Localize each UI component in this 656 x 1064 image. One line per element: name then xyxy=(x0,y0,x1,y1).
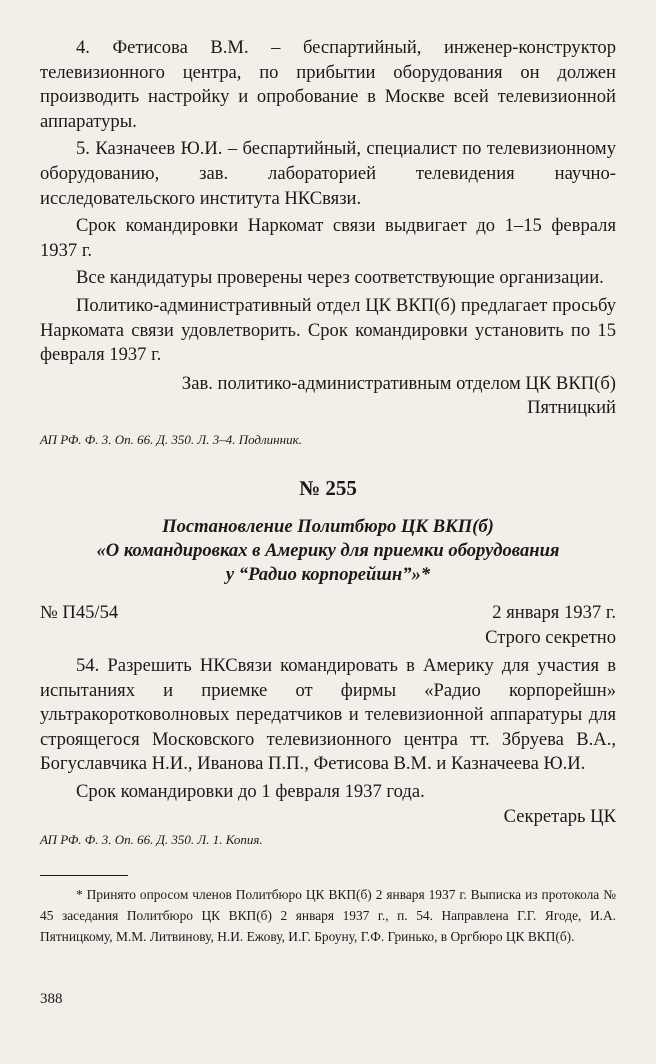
footnote-divider xyxy=(40,875,128,876)
resolution-body: 54. Разрешить НКСвязи командировать в Америку для участия в испытаниях и приемке от фирмы «Радио корпорейшн» ультракоротковолновых передатчиков и телевизионной аппаратуры для строящегося Московского телевизионного центра тт. Збруева В.А., Богуславчика Н.И., Иванова П.П., Фетисова В.М. и Казначеева Ю.И. xyxy=(40,655,616,775)
paragraph-trip-term: Срок командировки Наркомат связи выдвигает до 1–15 февраля 1937 г. xyxy=(40,215,616,261)
document-date: 2 января 1937 г. xyxy=(492,601,616,623)
signature-title: Зав. политико-административным отделом ЦК ВКП(б) xyxy=(181,372,616,394)
protocol-number: № П45/54 xyxy=(40,601,119,623)
document-title-line-1: Постановление Политбюро ЦК ВКП(б) xyxy=(162,515,494,537)
list-item-5: 5. Казначеев Ю.И. – беспартийный, специалист по телевизионному оборудованию, зав. лабораторией телевидения научно-исследовательского института НКСвязи. xyxy=(40,138,616,209)
resolution-term: Срок командировки до 1 февраля 1937 года. xyxy=(76,781,425,803)
secretary-signature: Секретарь ЦК xyxy=(503,805,616,827)
paragraph-department-proposal: Политико-административный отдел ЦК ВКП(б) предлагает просьбу Наркомата связи удовлетворить. Срок командировки установить по 15 февраля 1937 г. xyxy=(40,294,616,366)
document-number: № 255 xyxy=(299,475,357,500)
footnote: * Принято опросом членов Политбюро ЦК ВКП(б) 2 января 1937 г. Выписка из протокола № 45 заседания Политбюро ЦК ВКП(б) 2 января 1937 г., п. 54. Направлена Г.Г. Ягоде, И.А. Пятницкому, М.М. Литвинову, Н.И. Ежову, И.Г. Броуну, Г.Ф. Гринько, в Оргбюро ЦК ВКП(б). xyxy=(40,887,616,945)
document-page xyxy=(40,36,616,1008)
signature-name: Пятницкий xyxy=(527,397,616,419)
paragraph-candidates-checked: Все кандидатуры проверены через соответствующие организации. xyxy=(76,267,604,289)
archive-source-1: АП РФ. Ф. 3. Оп. 66. Д. 350. Л. 3–4. Подлинник. xyxy=(40,431,302,447)
document-title-line-3: у “Радио корпорейшн”»* xyxy=(225,563,431,585)
classification-stamp: Строго секретно xyxy=(485,626,616,648)
list-item-4: 4. Фетисова В.М. – беспартийный, инженер-конструктор телевизионного центра, по прибытии оборудования он должен производить настройку и опробование в Москве всей телевизионной аппаратуры. xyxy=(40,37,616,132)
document-title-line-2: «О командировках в Америку для приемки оборудования xyxy=(96,539,560,561)
page-number: 388 xyxy=(40,991,63,1008)
archive-source-2: АП РФ. Ф. 3. Оп. 66. Д. 350. Л. 1. Копия. xyxy=(40,832,263,848)
protocol-meta-row xyxy=(40,601,616,626)
